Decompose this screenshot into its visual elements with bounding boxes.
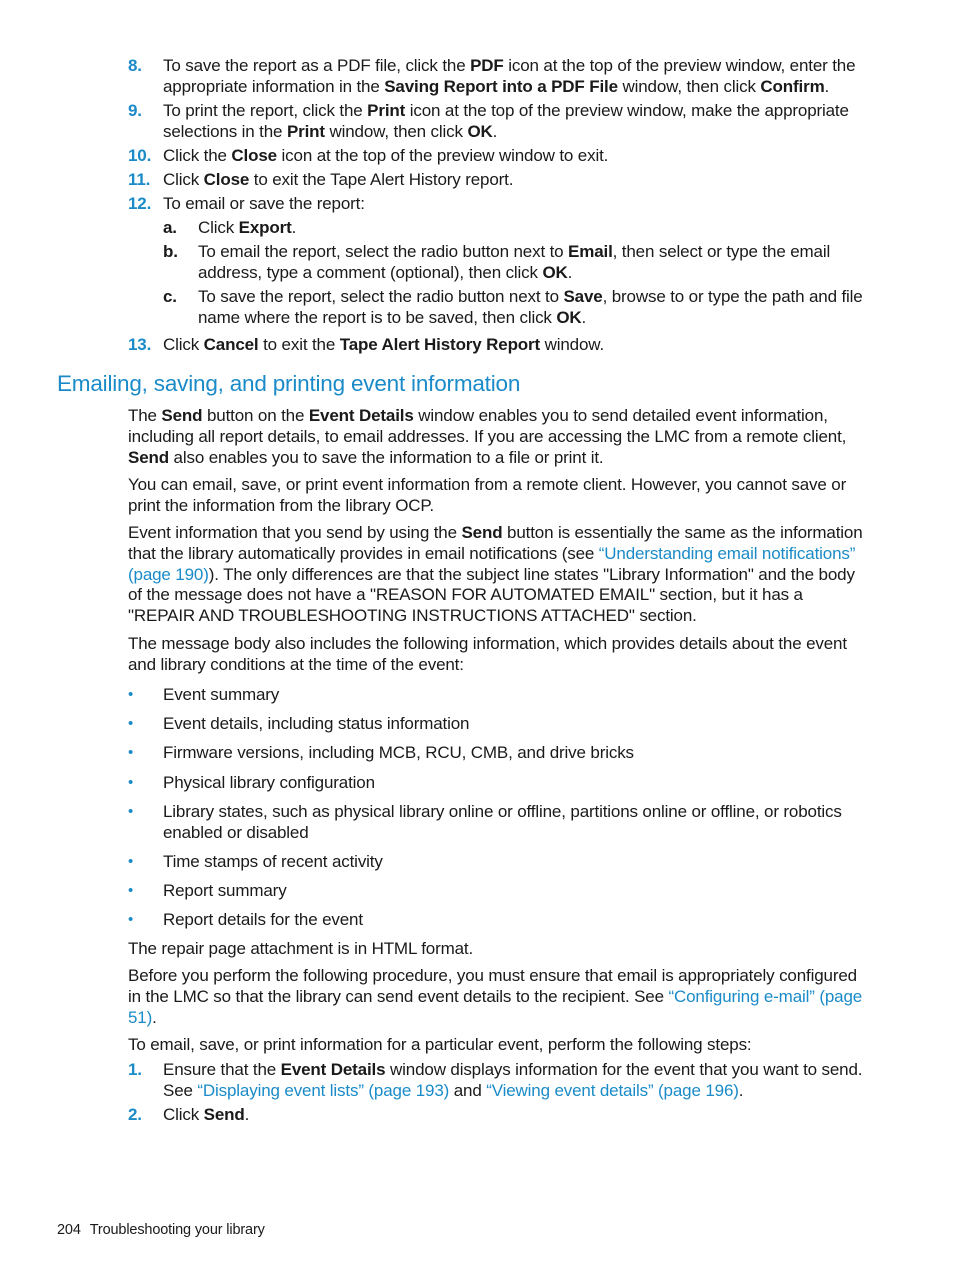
bullet-icon: • — [128, 911, 134, 928]
section-heading: Emailing, saving, and printing event information — [57, 371, 521, 396]
bullet-icon: • — [128, 882, 134, 899]
bullet-icon: • — [128, 715, 134, 732]
step-number: 13. — [128, 335, 152, 354]
substep-letter: b. — [163, 242, 178, 261]
step-number: 12. — [128, 194, 152, 213]
step-13 — [128, 335, 873, 356]
step-10 — [128, 146, 873, 167]
link-understanding-email-notifications[interactable]: “Understanding email notifications” (page 190) — [128, 543, 856, 584]
chapter-title: Troubleshooting your library — [89, 1222, 265, 1238]
bullet-icon: • — [128, 774, 134, 791]
substep-12b — [163, 242, 873, 283]
paragraph-message-body: The message body also includes the following information, which provides details about the event and library conditions at the time of the event: — [128, 634, 847, 674]
list-item: • Firmware versions, including MCB, RCU, CMB, and drive bricks — [128, 743, 634, 762]
step-number: 1. — [128, 1060, 142, 1079]
step-text: Click Close to exit the Tape Alert History report. — [163, 170, 514, 189]
substep-12c — [163, 287, 873, 328]
bullet-icon: • — [128, 744, 134, 761]
procedure-step-2 — [128, 1105, 873, 1126]
step-number: 9. — [128, 101, 142, 120]
step-number: 10. — [128, 146, 152, 165]
step-text: Ensure that the Event Details window displays information for the event that you want to send. See “Displaying event lists” (page 193) and “Viewing event details” (page 196). — [163, 1060, 863, 1100]
list-item: • Time stamps of recent activity — [128, 852, 383, 871]
paragraph-send-button: The Send button on the Event Details window enables you to send detailed event information, including all report details, to email addresses. If you are accessing the LMC from a remote client, Send also enables you to save the information to a file or print it. — [128, 406, 847, 467]
step-text: To email or save the report: — [163, 194, 365, 213]
step-number: 11. — [128, 170, 151, 189]
step-text: Click Cancel to exit the Tape Alert History Report window. — [163, 335, 605, 354]
paragraph-steps-intro: To email, save, or print information for a particular event, perform the following steps: — [128, 1035, 752, 1054]
bullet-icon: • — [128, 803, 134, 820]
substep-letter: c. — [163, 287, 177, 306]
step-text: To print the report, click the Print icon at the top of the preview window, make the appropriate selections in the Print window, then click OK. — [163, 101, 849, 141]
paragraph-event-information: Event information that you send by using the Send button is essentially the same as the information that the library automatically provides in email notifications (see “Understanding email notifications” (page 190)). The only differences are that the subject line states "Library Information" and the body of the message does not have a "REASON FOR AUTOMATED EMAIL" section, but it has a "REPAIR AND TROUBLESHOOTING INSTRUCTIONS ATTACHED" section. — [128, 523, 863, 626]
step-text: Click Send. — [163, 1105, 250, 1124]
step-text: To save the report as a PDF file, click the PDF icon at the top of the preview window, enter the appropriate information in the Saving Report into a PDF File window, then click Confirm. — [163, 56, 856, 96]
bullet-icon: • — [128, 853, 134, 870]
paragraph-html-format: The repair page attachment is in HTML format. — [128, 939, 474, 958]
list-item: • Report summary — [128, 881, 287, 900]
bullet-icon: • — [128, 686, 134, 703]
link-configuring-email[interactable]: “Configuring e-mail” (page 51) — [128, 986, 863, 1027]
list-item: • Physical library configuration — [128, 773, 375, 792]
step-number: 8. — [128, 56, 142, 75]
procedure-step-1 — [128, 1060, 873, 1101]
substep-12a — [163, 218, 873, 239]
step-text: Click the Close icon at the top of the preview window to exit. — [163, 146, 609, 165]
step-8 — [128, 56, 873, 97]
list-item: • Report details for the event — [128, 910, 363, 929]
paragraph-remote-client: You can email, save, or print event information from a remote client. However, you cannot save or print the information from the library OCP. — [128, 475, 847, 515]
page-number: 204 — [57, 1222, 81, 1238]
step-11 — [128, 170, 873, 191]
substep-letter: a. — [163, 218, 177, 237]
list-item: • Event details, including status information — [128, 714, 470, 733]
step-9 — [128, 101, 873, 142]
step-number: 2. — [128, 1105, 142, 1124]
substep-text: Click Export. — [198, 218, 297, 237]
list-item: • Library states, such as physical library online or offline, partitions online or offline, or robotics enabled or disabled — [128, 802, 842, 842]
paragraph-email-configured: Before you perform the following procedure, you must ensure that email is appropriately configured in the LMC so that the library can send event details to the recipient. See “Configuring e-mail” (page 51). — [128, 966, 863, 1027]
link-viewing-event-details[interactable]: “Viewing event details” (page 196) — [486, 1080, 739, 1100]
substep-text: To save the report, select the radio button next to Save, browse to or type the path and file name where the report is to be saved, then click OK. — [198, 287, 863, 327]
substep-text: To email the report, select the radio button next to Email, then select or type the email address, type a comment (optional), then click OK. — [198, 242, 831, 282]
link-displaying-event-lists[interactable]: “Displaying event lists” (page 193) — [197, 1080, 450, 1100]
page-footer — [57, 1222, 265, 1238]
step-12 — [128, 194, 873, 215]
list-item: • Event summary — [128, 685, 280, 704]
